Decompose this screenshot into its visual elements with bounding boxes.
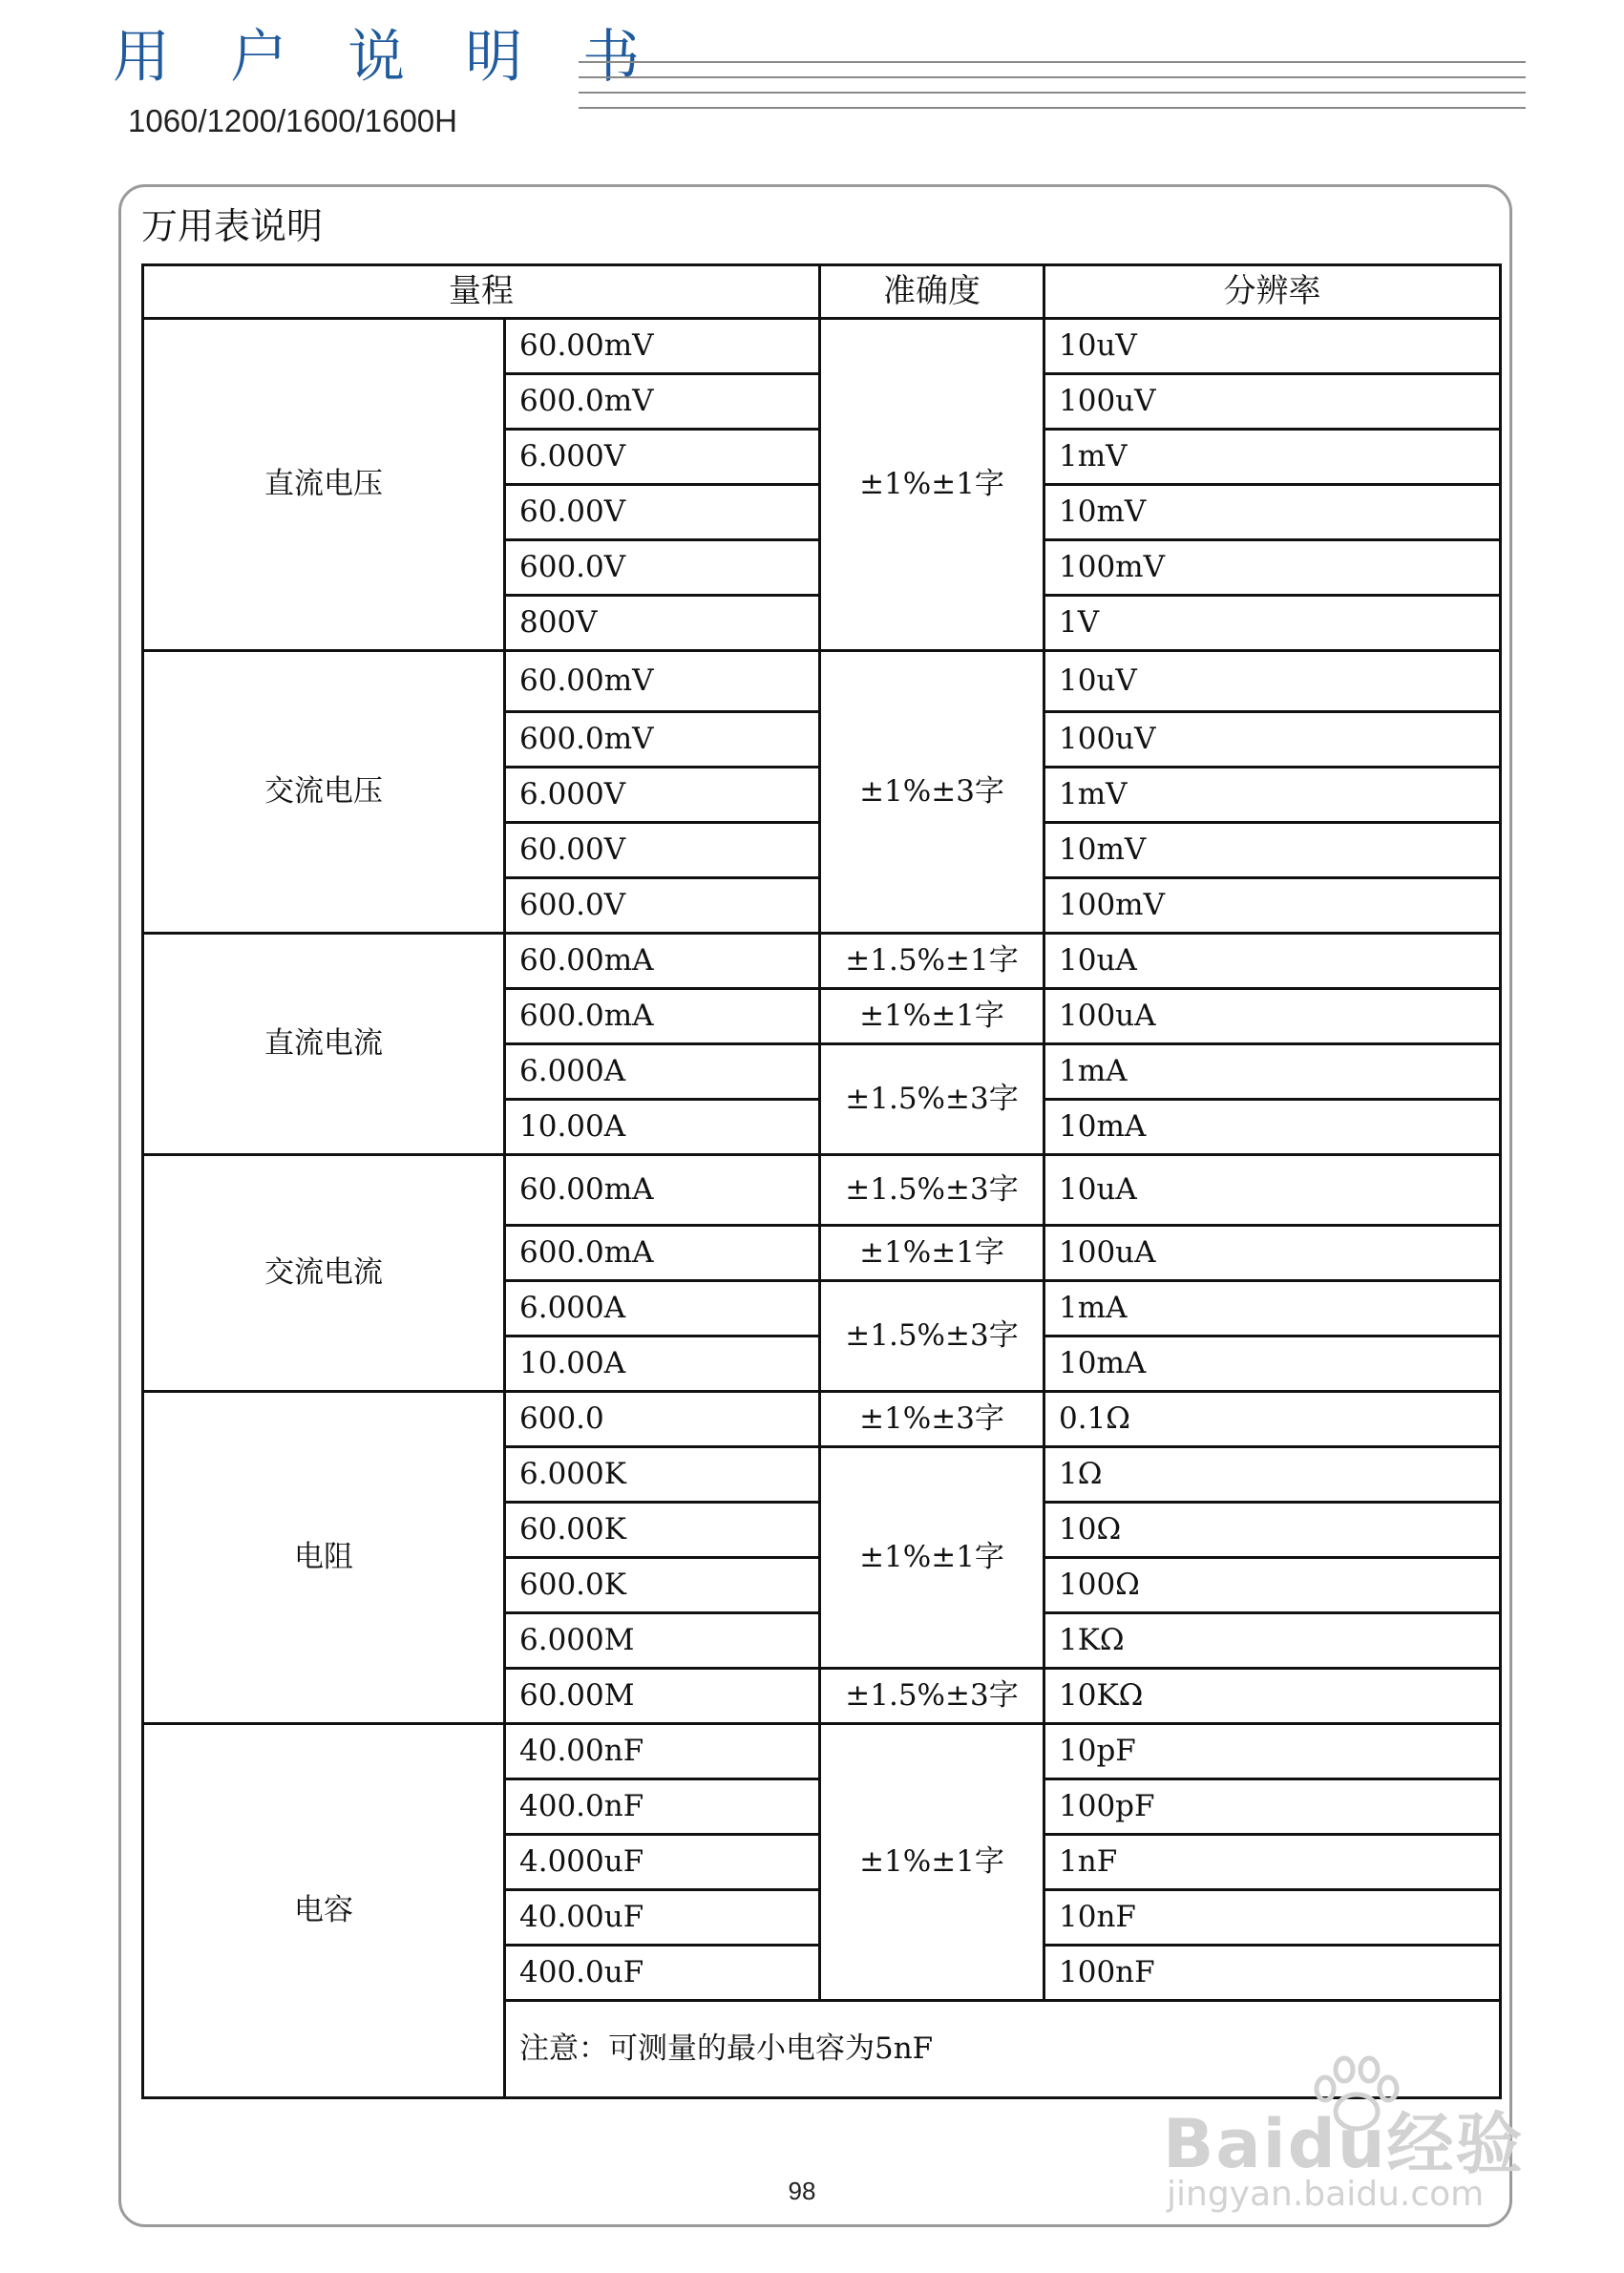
- resolution-cell: 100mV: [1044, 540, 1501, 596]
- category-ac-current: 交流电流: [143, 1155, 505, 1392]
- table-row: [143, 1724, 1501, 1779]
- resolution-cell: 1mV: [1044, 768, 1501, 823]
- accuracy-cell: ±1.5%±3字: [820, 1669, 1044, 1724]
- category-capacitance: 电容: [143, 1724, 505, 2098]
- range-cell: 4.000uF: [505, 1835, 820, 1890]
- resolution-cell: 100uA: [1044, 1226, 1501, 1281]
- resolution-cell: 10mV: [1044, 485, 1501, 540]
- resolution-cell: 1mV: [1044, 430, 1501, 485]
- range-cell: 400.0uF: [505, 1946, 820, 2001]
- accuracy-cell: ±1%±1字: [820, 1226, 1044, 1281]
- resolution-cell: 10Ω: [1044, 1503, 1501, 1558]
- accuracy-cell: ±1.5%±1字: [820, 934, 1044, 989]
- resolution-cell: 10mA: [1044, 1100, 1501, 1155]
- resolution-cell: 1KΩ: [1044, 1613, 1501, 1669]
- resolution-cell: 0.1Ω: [1044, 1392, 1501, 1447]
- resolution-cell: 100mV: [1044, 878, 1501, 934]
- accuracy-cell: ±1%±1字: [820, 989, 1044, 1044]
- accuracy-cell: ±1%±1字: [820, 1447, 1044, 1669]
- resolution-cell: 100nF: [1044, 1946, 1501, 2001]
- table-row: [143, 934, 1501, 989]
- capacitance-note: 注意：可测量的最小电容为5nF: [505, 2001, 1501, 2098]
- range-cell: 800V: [505, 596, 820, 651]
- accuracy-cell: ±1%±1字: [820, 1724, 1044, 2001]
- resolution-cell: 1mA: [1044, 1281, 1501, 1336]
- resolution-cell: 10mA: [1044, 1336, 1501, 1392]
- baidu-watermark: [1163, 2052, 1545, 2224]
- resolution-cell: 10pF: [1044, 1724, 1501, 1779]
- range-cell: 6.000A: [505, 1044, 820, 1100]
- category-resistance: 电阻: [143, 1392, 505, 1724]
- range-cell: 6.000V: [505, 430, 820, 485]
- resolution-cell: 100uA: [1044, 989, 1501, 1044]
- table-row: [143, 651, 1501, 712]
- range-cell: 600.0mA: [505, 989, 820, 1044]
- range-cell: 6.000V: [505, 768, 820, 823]
- category-ac-voltage: 交流电压: [143, 651, 505, 934]
- range-cell: 6.000A: [505, 1281, 820, 1336]
- resolution-cell: 10nF: [1044, 1890, 1501, 1946]
- table-row: [143, 319, 1501, 374]
- header-range: 量程: [143, 265, 820, 319]
- range-cell: 600.0V: [505, 540, 820, 596]
- range-cell: 10.00A: [505, 1100, 820, 1155]
- range-cell: 600.0K: [505, 1558, 820, 1613]
- range-cell: 60.00V: [505, 485, 820, 540]
- table-row: [143, 1155, 1501, 1226]
- multimeter-spec-table: [141, 263, 1502, 2099]
- manual-title: 用 户 说 明 书: [113, 24, 662, 91]
- resolution-cell: 100uV: [1044, 374, 1501, 430]
- watermark-brand: Baidu经验: [1163, 2105, 1525, 2183]
- resolution-cell: 10mV: [1044, 823, 1501, 878]
- header-accuracy: 准确度: [820, 265, 1044, 319]
- range-cell: 600.0: [505, 1392, 820, 1447]
- accuracy-cell: ±1%±3字: [820, 651, 1044, 934]
- range-cell: 60.00mV: [505, 319, 820, 374]
- range-cell: 6.000M: [505, 1613, 820, 1669]
- range-cell: 60.00K: [505, 1503, 820, 1558]
- model-numbers: 1060/1200/1600/1600H: [128, 103, 457, 138]
- accuracy-cell: ±1%±3字: [820, 1392, 1044, 1447]
- accuracy-cell: ±1.5%±3字: [820, 1281, 1044, 1392]
- category-dc-voltage: 直流电压: [143, 319, 505, 651]
- range-cell: 6.000K: [505, 1447, 820, 1503]
- resolution-cell: 100pF: [1044, 1779, 1501, 1835]
- accuracy-cell: ±1%±1字: [820, 319, 1044, 651]
- watermark-url: jingyan.baidu.com: [1167, 2175, 1485, 2214]
- category-dc-current: 直流电流: [143, 934, 505, 1155]
- resolution-cell: 1nF: [1044, 1835, 1501, 1890]
- section-title: 万用表说明: [141, 205, 324, 247]
- range-cell: 600.0V: [505, 878, 820, 934]
- header-row: [143, 265, 1501, 319]
- resolution-cell: 100Ω: [1044, 1558, 1501, 1613]
- table-row: [143, 1392, 1501, 1447]
- header-resolution: 分辨率: [1044, 265, 1501, 319]
- page-number: 98: [788, 2177, 816, 2205]
- range-cell: 60.00M: [505, 1669, 820, 1724]
- range-cell: 10.00A: [505, 1336, 820, 1392]
- range-cell: 600.0mA: [505, 1226, 820, 1281]
- range-cell: 600.0mV: [505, 712, 820, 768]
- resolution-cell: 100uV: [1044, 712, 1501, 768]
- range-cell: 600.0mV: [505, 374, 820, 430]
- range-cell: 40.00uF: [505, 1890, 820, 1946]
- range-cell: 60.00mA: [505, 934, 820, 989]
- resolution-cell: 1Ω: [1044, 1447, 1501, 1503]
- resolution-cell: 10uA: [1044, 1155, 1501, 1226]
- range-cell: 40.00nF: [505, 1724, 820, 1779]
- resolution-cell: 10uA: [1044, 934, 1501, 989]
- range-cell: 60.00V: [505, 823, 820, 878]
- range-cell: 60.00mV: [505, 651, 820, 712]
- resolution-cell: 1mA: [1044, 1044, 1501, 1100]
- accuracy-cell: ±1.5%±3字: [820, 1155, 1044, 1226]
- range-cell: 400.0nF: [505, 1779, 820, 1835]
- resolution-cell: 1V: [1044, 596, 1501, 651]
- range-cell: 60.00mA: [505, 1155, 820, 1226]
- resolution-cell: 10KΩ: [1044, 1669, 1501, 1724]
- accuracy-cell: ±1.5%±3字: [820, 1044, 1044, 1155]
- header-rules: [579, 61, 1526, 122]
- resolution-cell: 10uV: [1044, 319, 1501, 374]
- resolution-cell: 10uV: [1044, 651, 1501, 712]
